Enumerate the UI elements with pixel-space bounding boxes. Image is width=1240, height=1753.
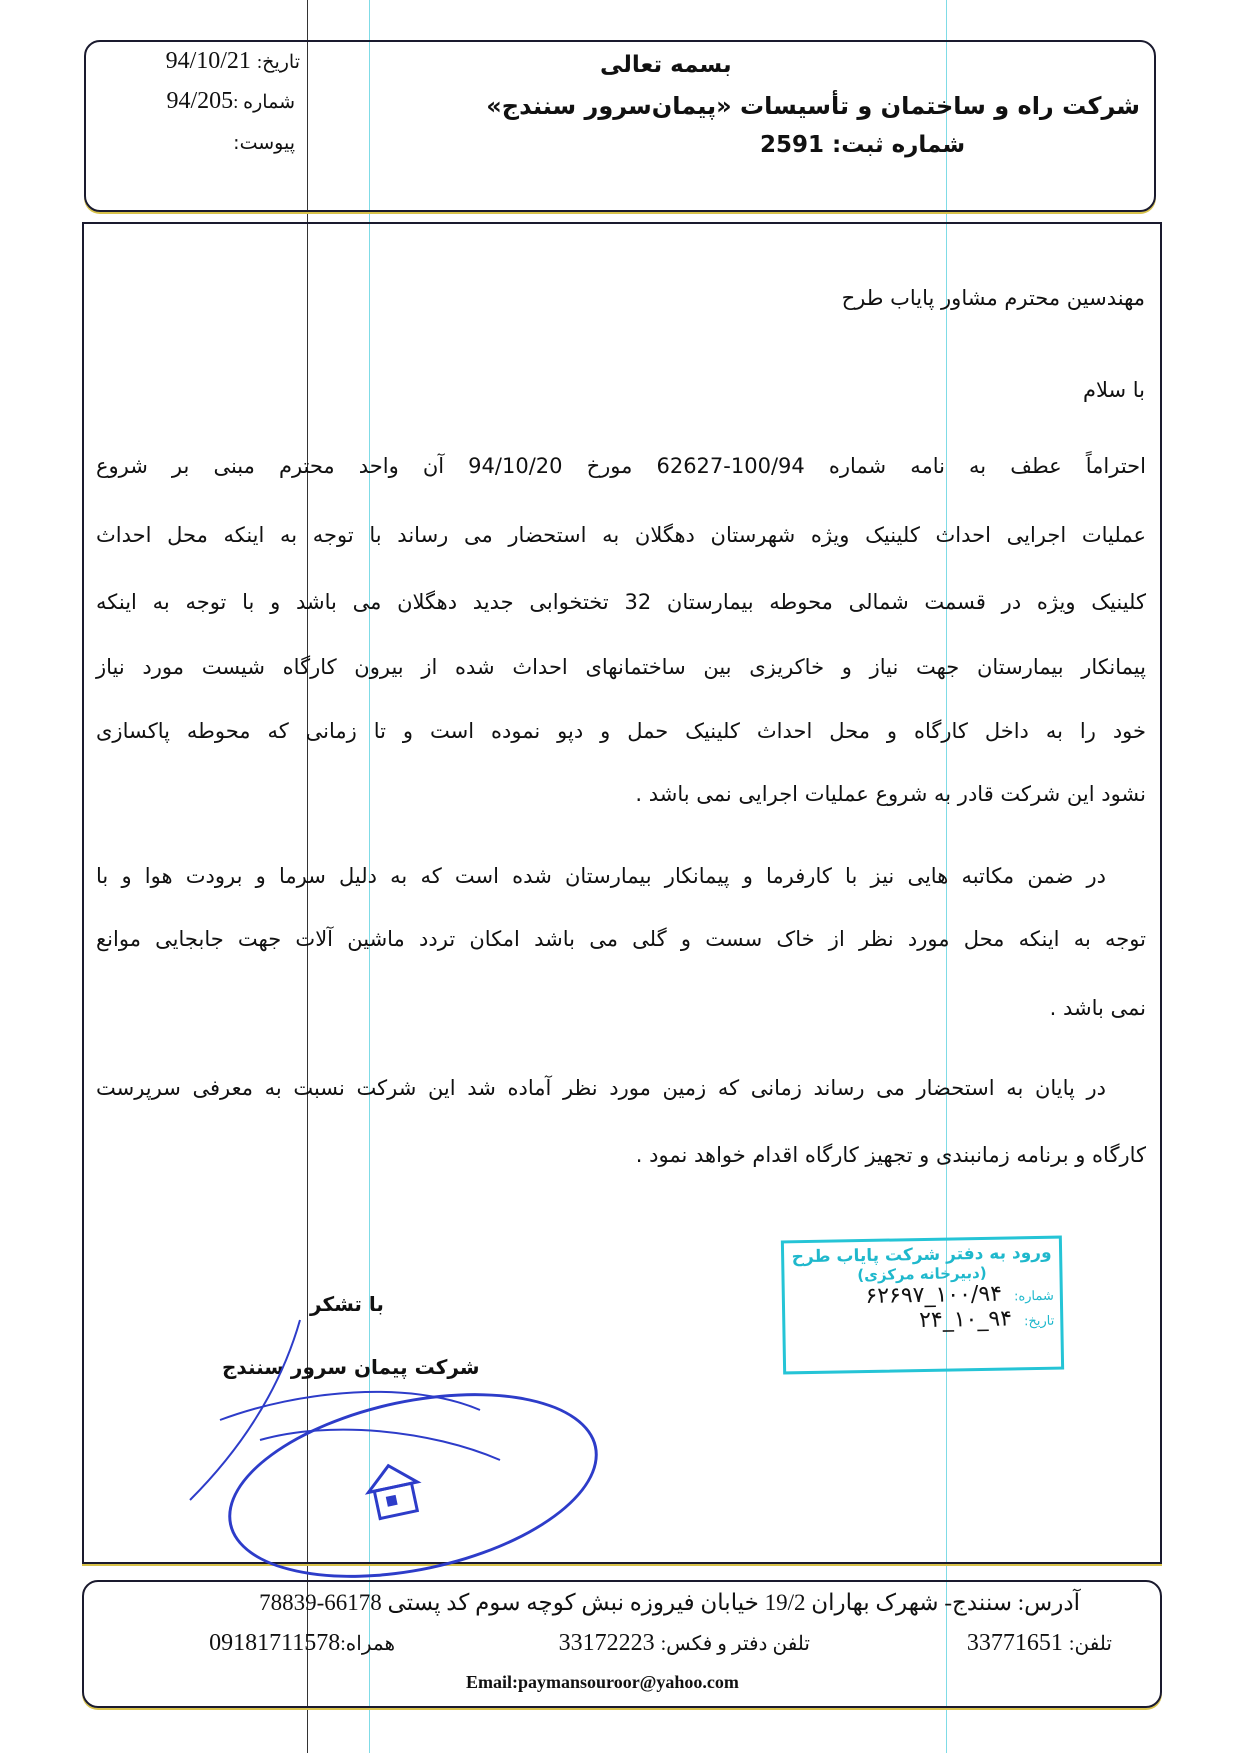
company-name: شرکت راه و ساختمان و تأسیسات «پیمان‌سرور سنندج» [486, 92, 1140, 120]
body-line: توجه به اینکه محل مورد نظر از خاک سست و گلی می باشد امکان تردد ماشین آلات جهت جابجایی موانع [96, 927, 1146, 951]
greeting: با سلام [1082, 378, 1145, 402]
body-line: نشود این شرکت قادر به شروع عملیات اجرایی نمی باشد . [635, 782, 1146, 806]
stamp-title: ورود به دفتر شرکت پایاب طرح [791, 1242, 1052, 1268]
mobile-label: همراه: [340, 1633, 395, 1655]
stamp-date-label: تاریخ: [1023, 1313, 1055, 1330]
body-line: عملیات اجرایی احداث کلینیک ویژه شهرستان دهگلان به استحضار می رساند با توجه به اینکه محل احداث [96, 523, 1146, 547]
date-label: تاریخ: [256, 52, 300, 73]
attachment-label: پیوست: [233, 132, 295, 154]
number-label: شماره : [233, 92, 295, 113]
recipient: مهندسین محترم مشاور پایاب طرح [841, 286, 1145, 310]
office-value: 33172223 [558, 1630, 655, 1656]
body-line: نمی باشد . [1049, 996, 1146, 1020]
date-field [166, 48, 300, 75]
footer-address: آدرس: سنندج- شهرک بهاران 19/2 خیابان فیروزه نبش کوچه سوم کد پستی 66178-78839 [259, 1590, 1080, 1615]
signatory: شرکت پیمان سرور سنندج [222, 1355, 480, 1379]
footer-office [559, 1630, 810, 1657]
footer-phone [967, 1630, 1112, 1657]
stamp-number-value: ۱۰۰/۹۴_۶۲۶۹۷ [865, 1281, 1003, 1309]
stamp-subtitle: (دبیرخانه مرکزی) [857, 1263, 987, 1285]
footer-email: Email:paymansouroor@yahoo.com [466, 1672, 739, 1692]
signature [180, 1300, 520, 1530]
body-line: پیمانکار بیمارستان جهت نیاز و خاکریزی بین ساختمانهای احداث شده از بیرون کارگاه شیست مورد نیاز [96, 655, 1146, 679]
body-line: خود را به داخل کارگاه و محل احداث کلینیک حمل و دپو نموده است و تا زمانی که محوطه پاکسازی [96, 719, 1146, 743]
body-line: احتراماً عطف به نامه شماره 100/94-62627 مورخ 94/10/20 آن واحد محترم مبنی بر شروع [96, 454, 1147, 478]
stamp-number-label: شماره: [1013, 1288, 1054, 1305]
body-line: در پایان به استحضار می رساند زمانی که زمین مورد نظر آماده شد این شرکت نسبت به معرفی سرپرست [96, 1076, 1106, 1100]
number-value: 94/205 [166, 88, 234, 114]
phone-value: 33771651 [966, 1630, 1063, 1656]
office-label: تلفن دفتر و فکس: [660, 1633, 810, 1655]
receipt-stamp [781, 1236, 1064, 1375]
closing: با تشکر [310, 1292, 384, 1316]
registration-number: شماره ثبت: 2591 [760, 132, 966, 158]
body-line: کلینیک ویژه در قسمت شمالی محوطه بیمارستان 32 تختخوابی جدید دهگلان می باشد و با توجه به اینکه [96, 590, 1146, 614]
phone-label: تلفن: [1068, 1633, 1112, 1655]
body-line: در ضمن مکاتبه هایی نیز با کارفرما و پیمانکار بیمارستان شده است که به دلیل سرما و برودت هوا و با [96, 864, 1106, 888]
stamp-date-value: ۹۴_۱۰_۲۴ [918, 1306, 1013, 1334]
date-value: 94/10/21 [165, 48, 251, 74]
number-field [166, 88, 295, 115]
footer-mobile [209, 1630, 395, 1657]
mobile-value: 09181711578 [209, 1630, 341, 1656]
invocation: بسمه تعالی [600, 52, 732, 78]
body-line: کارگاه و برنامه زمانبندی و تجهیز کارگاه اقدام خواهد نمود . [635, 1143, 1146, 1167]
